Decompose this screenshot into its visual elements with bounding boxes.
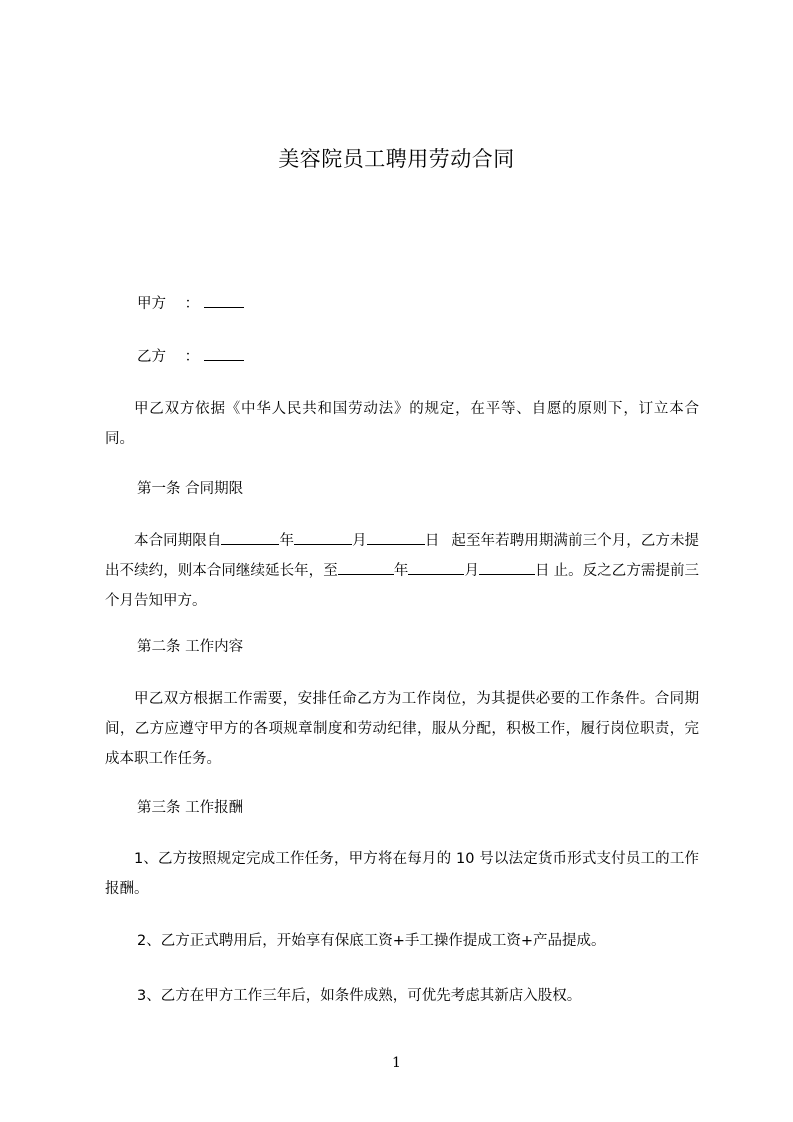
- start-year-label: 年: [279, 533, 295, 549]
- intro-paragraph: 甲乙双方依据《中华人民共和国劳动法》的规定，在平等、自愿的原则下，订立本合同。: [105, 401, 699, 447]
- start-year-blank: [221, 530, 279, 545]
- article3-item2: 2、乙方正式聘用后，开始享有保底工资+手工操作提成工资+产品提成。: [137, 933, 606, 949]
- party-a-line: [137, 293, 244, 314]
- article1-paragraph: [105, 526, 699, 616]
- party-a-sep: ：: [184, 296, 200, 312]
- end-month-label: 月: [464, 563, 479, 579]
- article2-paragraph: 甲乙双方根据工作需要，安排任命乙方为工作岗位，为其提供必要的工作条件。合同期间，乙方应遵守甲方的各项规章制度和劳动纪律，服从分配，积极工作，履行岗位职责，完成本职工作任务。: [105, 691, 699, 767]
- article1-mid: 起至年若聘用期满前三个月，乙方未提出不续约，则本合同继续延长年，至: [105, 533, 700, 579]
- party-a-label: 甲方: [137, 296, 166, 312]
- article3-item3: 3、乙方在甲方工作三年后，如条件成熟，可优先考虑其新店入股权。: [137, 988, 582, 1004]
- article1-heading: 第一条 合同期限: [137, 481, 244, 497]
- article1-start: 本合同期限自: [134, 533, 222, 549]
- start-day-blank: [367, 530, 425, 545]
- article3-item1: 1、乙方按照规定完成工作任务，甲方将在每月的 10 号以法定货币形式支付员工的工作报酬。: [105, 851, 699, 897]
- party-a-blank: [204, 293, 244, 308]
- article2-heading: 第二条 工作内容: [137, 639, 244, 655]
- document-title: 美容院员工聘用劳动合同: [278, 147, 515, 171]
- start-month-label: 月: [352, 533, 367, 549]
- party-b-label: 乙方: [137, 349, 166, 365]
- party-b-line: [137, 346, 244, 367]
- start-month-blank: [294, 530, 352, 545]
- page-number: 1: [392, 1055, 401, 1071]
- end-month-blank: [408, 560, 464, 575]
- end-year-label: 年: [393, 563, 409, 579]
- end-year-blank: [338, 560, 394, 575]
- end-day-label: 日: [535, 563, 550, 579]
- start-day-label: 日: [424, 533, 440, 549]
- end-day-blank: [479, 560, 535, 575]
- article3-heading: 第三条 工作报酬: [137, 800, 244, 816]
- article1-end: 止。反之乙方需提前三个月告知甲方。: [105, 563, 700, 609]
- party-b-blank: [204, 346, 244, 361]
- party-b-sep: ：: [184, 349, 200, 365]
